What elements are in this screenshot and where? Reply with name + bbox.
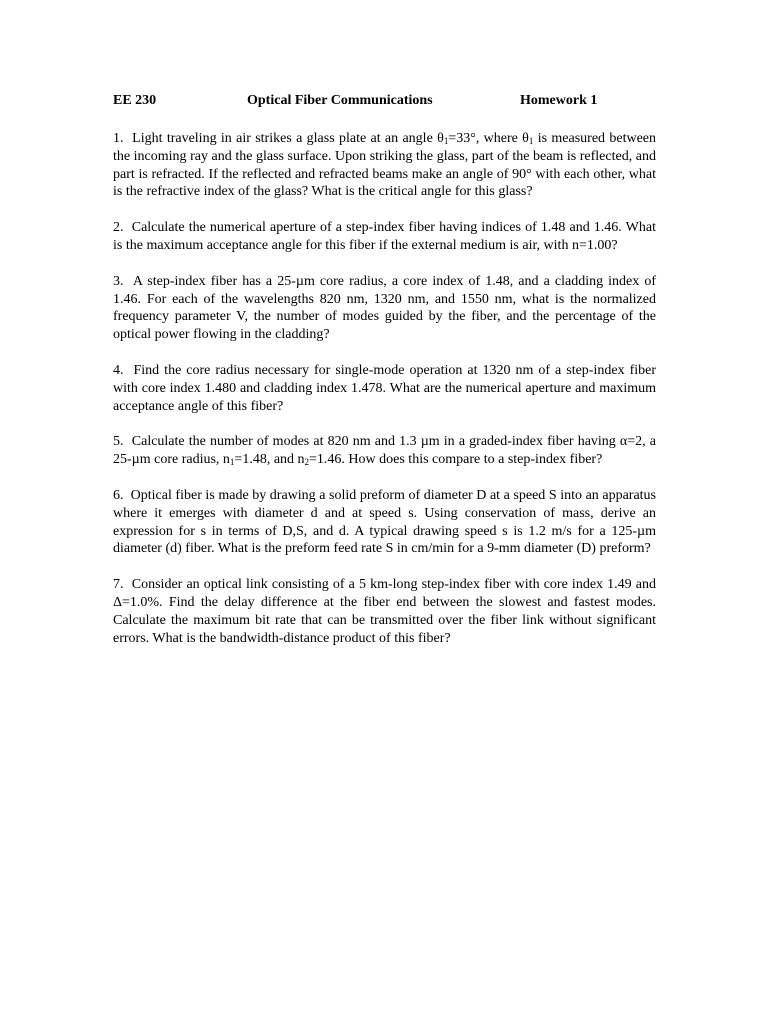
- subscript: 2: [304, 457, 310, 468]
- problem-5: [113, 433, 656, 469]
- problem-6: [113, 487, 656, 558]
- problem-2: [113, 219, 656, 255]
- problem-text: =33°, where θ: [448, 131, 529, 146]
- problem-text: =1.48, and n: [234, 452, 305, 468]
- problem-text: Calculate the numerical aperture of a step-index fiber having indices of 1.48 and 1.46. What is the maximum acceptance angle for this fiber if the external medium is air, with n=1.00?: [113, 220, 656, 253]
- problem-text: is measured between the incoming ray and the glass surface. Upon striking the glass, part of the beam is reflected, and part is refracted. If the reflected and refracted beams make an angle of 90° with each other, what is the refractive index of the glass? What is the critical angle for this glass?: [113, 131, 656, 200]
- problem-text: Find the core radius necessary for single-mode operation at 1320 nm of a step-index fiber with core index 1.480 and cladding index 1.478. What are the numerical aperture and maximum acceptance angle of this fiber?: [113, 362, 656, 414]
- problem-7: [113, 576, 656, 647]
- problem-number: 7.: [113, 577, 124, 593]
- subscript: 1: [443, 136, 449, 146]
- problem-number: 6.: [113, 487, 124, 503]
- homework-page: [113, 93, 656, 647]
- problem-number: 2.: [113, 220, 124, 236]
- problem-number: 4.: [113, 362, 124, 378]
- problem-3: [113, 273, 656, 344]
- problem-4: [113, 362, 656, 415]
- problem-number: 1.: [113, 131, 124, 146]
- course-code: EE 230: [113, 93, 157, 108]
- problem-number: 3.: [113, 273, 124, 289]
- subscript: 1: [229, 457, 235, 468]
- assignment-title: Homework 1: [520, 93, 598, 108]
- problem-text: A step-index fiber has a 25-µm core radius, a core index of 1.48, and a cladding index of 1.46. For each of the wavelengths 820 nm, 1320 nm, and 1550 nm, what is the normalized frequency parameter V, the number of modes guided by the fiber, and the percentage of the optical power flowing in the cladding?: [113, 273, 656, 343]
- subscript: 1: [528, 136, 534, 146]
- document-header: [113, 93, 656, 113]
- problem-text: Calculate the number of modes at 820 nm and 1.3 µm in a graded-index fiber having α=2, a 25-µm core radius, n: [113, 434, 657, 468]
- course-title: Optical Fiber Communications: [247, 93, 433, 108]
- problem-text: Light traveling in air strikes a glass plate at an angle θ: [132, 131, 444, 146]
- problem-number: 5.: [113, 434, 124, 450]
- problem-text: Optical fiber is made by drawing a solid preform of diameter D at a speed S into an apparatus where it emerges with diameter d and at speed s. Using conservation of mass, derive an expression for s in terms of D,S, and d. A typical drawing speed s is 1.2 m/s for a 125-µm diameter (d) fiber. What is the preform feed rate S in cm/min for a 9-mm diameter (D) preform?: [113, 487, 657, 557]
- problem-1: [113, 130, 656, 201]
- problem-text: Consider an optical link consisting of a 5 km-long step-index fiber with core index 1.49 and Δ=1.0%. Find the delay difference at the fiber end between the slowest and fastest modes. Calculate the maximum bit rate that can be transmitted over the fiber link without significant errors. What is the bandwidth-distance product of this fiber?: [113, 577, 657, 646]
- problem-text: =1.46. How does this compare to a step-index fiber?: [309, 452, 603, 468]
